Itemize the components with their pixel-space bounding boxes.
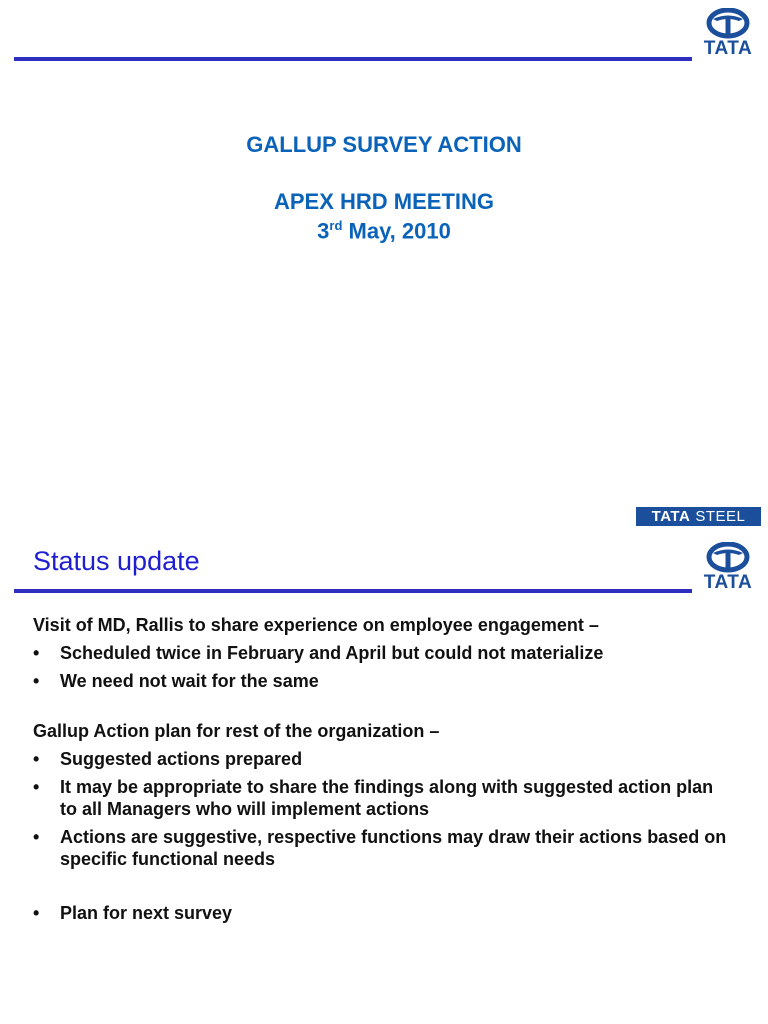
section-heading-visit: Visit of MD, Rallis to share experience on employee engagement – xyxy=(33,615,599,635)
slide-title xyxy=(0,132,768,158)
bullet-icon: • xyxy=(33,903,40,923)
bullet-icon: • xyxy=(33,643,40,663)
tata-steel-badge xyxy=(636,507,761,526)
bullet-list-next xyxy=(33,902,733,924)
bullet-list-visit xyxy=(33,642,733,692)
bullet-icon: • xyxy=(33,777,40,797)
list-item xyxy=(33,776,733,820)
tata-logo-text: TATA xyxy=(703,38,753,59)
meeting-date xyxy=(0,218,768,244)
list-item-text: Suggested actions prepared xyxy=(60,749,303,769)
title-line-2: APEX HRD MEETING xyxy=(273,189,495,214)
list-item-text: It may be appropriate to share the findings along with suggested action plan to all Managers who will implement actions xyxy=(60,777,714,819)
title-line-1: GALLUP SURVEY ACTION xyxy=(246,132,522,157)
date-day: 3 xyxy=(317,218,330,244)
header-rule xyxy=(14,57,692,61)
list-item-text: Actions are suggestive, respective functions may draw their actions based on specific functional needs xyxy=(60,827,727,869)
date-rest: May, 2010 xyxy=(342,218,451,244)
list-item xyxy=(33,748,733,770)
status-slide xyxy=(0,530,768,1024)
list-item-text: Plan for next survey xyxy=(60,903,233,923)
section-heading-action-plan: Gallup Action plan for rest of the organization – xyxy=(33,721,440,741)
header-rule xyxy=(14,589,692,593)
bullet-icon: • xyxy=(33,671,40,691)
badge-steel: STEEL xyxy=(695,508,746,525)
list-item xyxy=(33,670,733,692)
list-item-text: Scheduled twice in February and April but could not materialize xyxy=(60,643,604,663)
tata-logo-icon xyxy=(698,542,758,592)
list-item-text: We need not wait for the same xyxy=(60,671,319,691)
list-item xyxy=(33,826,733,870)
status-content xyxy=(33,614,733,924)
bullet-icon: • xyxy=(33,749,40,769)
badge-tata: TATA xyxy=(651,508,691,525)
meeting-title xyxy=(0,189,768,215)
bullet-list-action-plan xyxy=(33,748,733,870)
list-item xyxy=(33,902,733,924)
bullet-icon: • xyxy=(33,827,40,847)
tata-logo-icon xyxy=(698,8,758,58)
list-item xyxy=(33,642,733,664)
date-ordinal: rd xyxy=(329,218,343,233)
tata-logo-text: TATA xyxy=(703,572,753,593)
page-title: Status update xyxy=(33,546,200,576)
